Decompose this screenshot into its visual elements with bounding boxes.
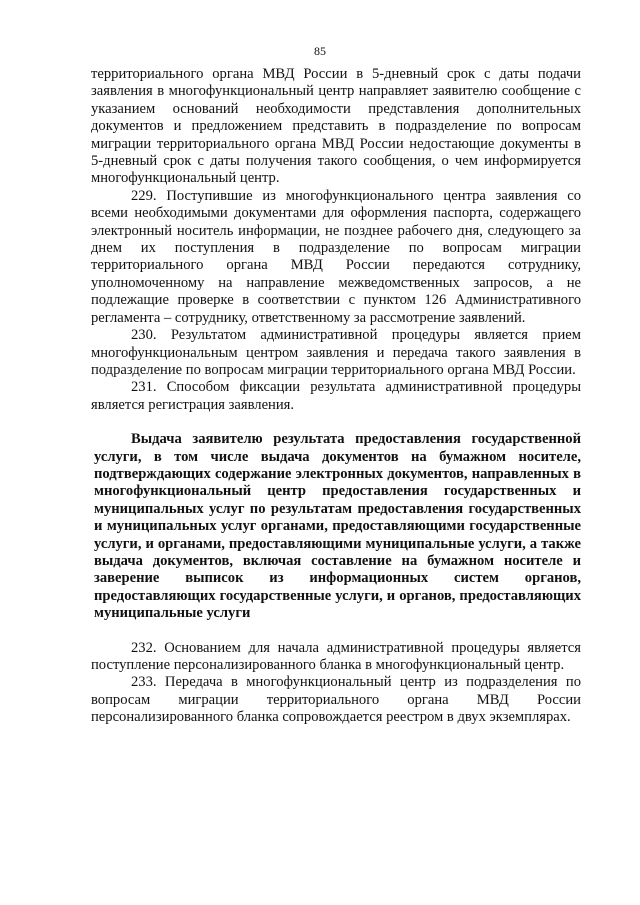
paragraph-232: 232. Основанием для начала административной процедуры является поступление персонализированного бланка в многофункциональный центр. — [91, 639, 581, 673]
spacer — [91, 414, 581, 431]
paragraph-231: 231. Способом фиксации результата административной процедуры является регистрация заявления. — [91, 379, 581, 413]
spacer — [91, 623, 581, 640]
paragraph-229: 229. Поступившие из многофункционального центра заявления со всеми необходимыми документами для оформления паспорта, содержащего электронный носитель информации, не позднее рабочего дня, следующего за днем их поступления в подразделение по вопросам миграции территориального органа МВД России передаются сотруднику, уполномоченному на направление межведомственных запросов, а не подлежащие проверке в соответствии с пунктом 126 Административного регламента – сотруднику, ответственному за рассмотрение заявлений. — [91, 187, 581, 326]
page-number: 85 — [314, 44, 326, 58]
paragraph-continued: территориального органа МВД России в 5-дневный срок с даты подачи заявления в многофункциональный центр направляет заявителю сообщение с указанием оснований необходимости представления дополнительных документов и предложением представить в подразделение по вопросам миграции территориального органа МВД России недостающие документы в 5-дневный срок с даты получения такого сообщения, о чем информируется многофункциональный центр. — [91, 66, 581, 187]
section-heading: Выдача заявителю результата предоставления государственной услуги, в том числе выдача документов на бумажном носителе, подтверждающих содержание электронных документов, направленных в многофункциональный центр предоставления государственных и муниципальных услуг по результатам предоставления государственных и муниципальных услуг органами, предоставляющими государственные услуги, и органами, предоставляющими муниципальные услуги, а также выдача документов, включая составление на бумажном носителе и заверение выписок из информационных систем органов, предоставляющих государственные услуги, и органов, предоставляющих муниципальные услуги — [94, 431, 581, 622]
paragraph-233: 233. Передача в многофункциональный центр из подразделения по вопросам миграции территориального органа МВД России персонализированного бланка сопровождается реестром в двух экземплярах. — [91, 674, 581, 726]
paragraph-230: 230. Результатом административной процедуры является прием многофункциональным центром заявления и передача такого заявления в подразделение по вопросам миграции территориального органа МВД России. — [91, 327, 581, 378]
document-body — [91, 66, 581, 727]
